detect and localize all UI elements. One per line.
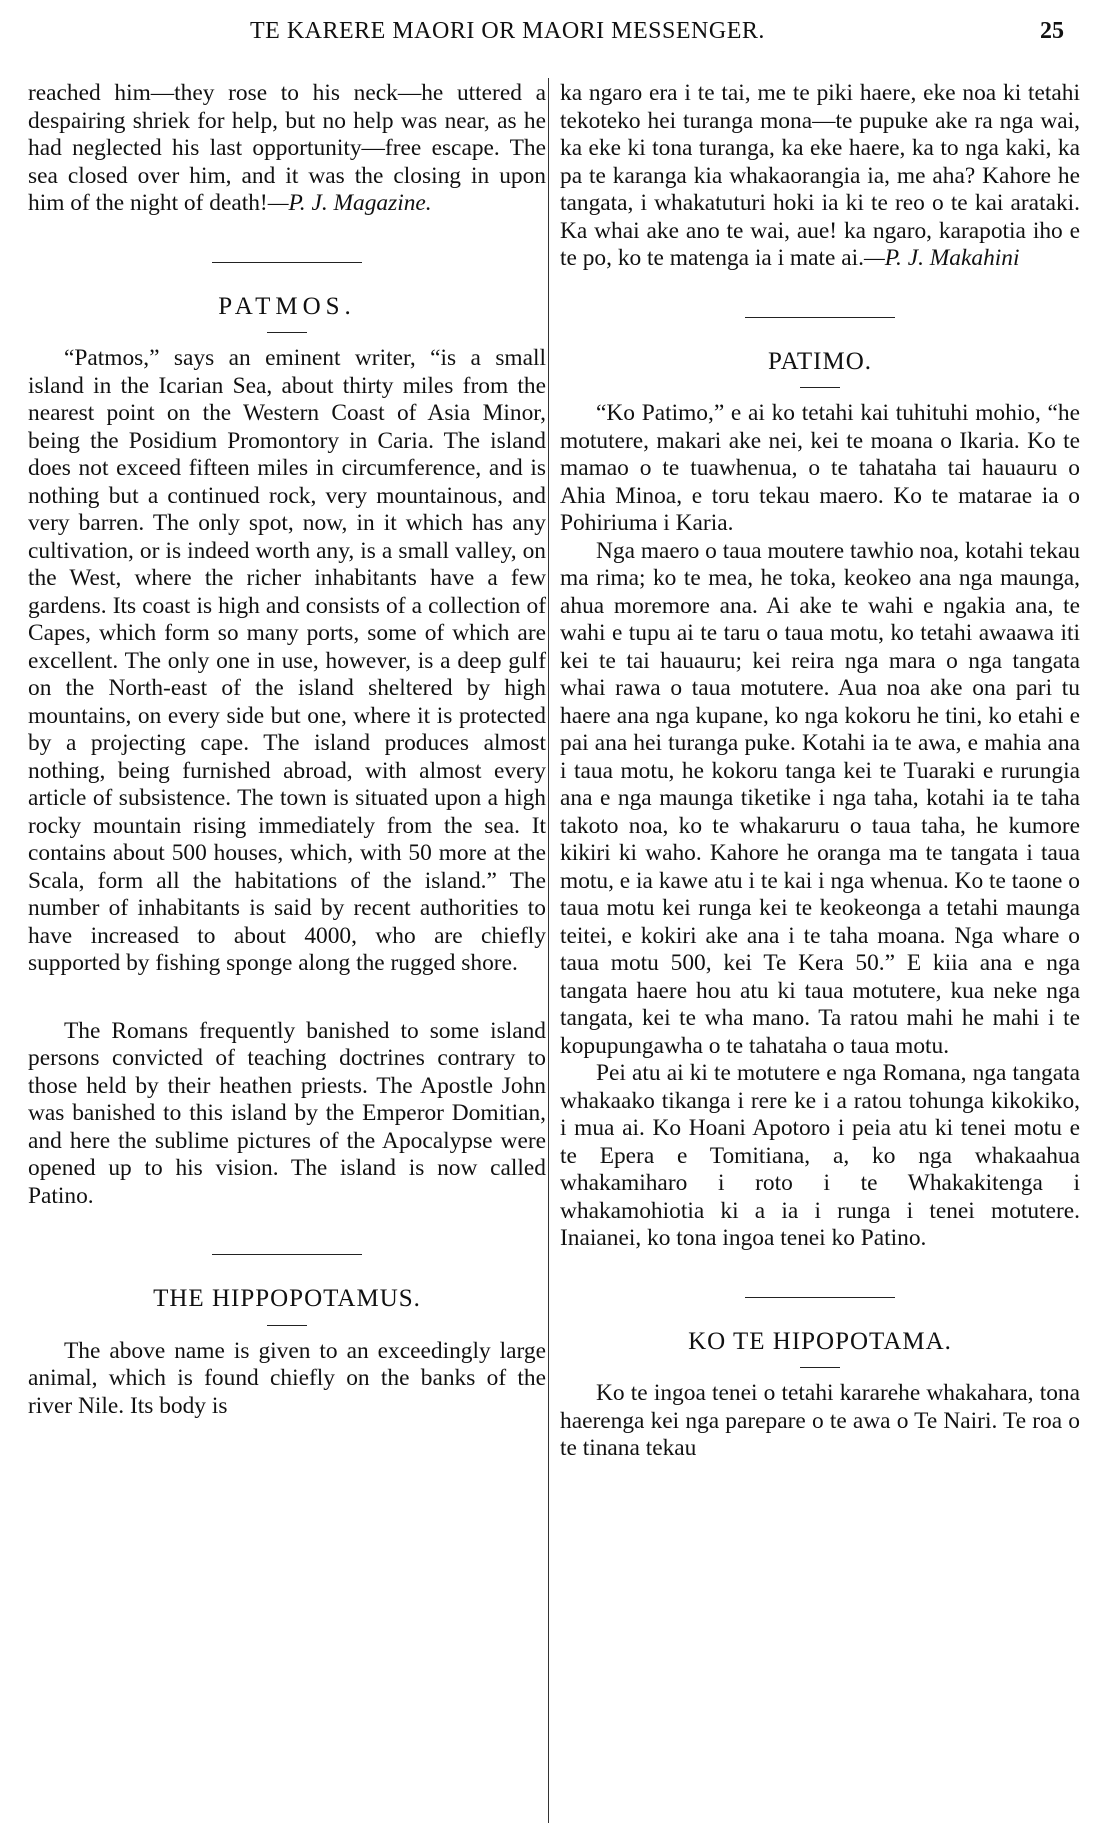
intro-text: ka ngaro era i te tai, me te piki haere, eke noa ki tetahi tekoteko hei turanga mona—te pupuke ake ra nga wai, ka eke ki tona turanga, ka eke haere, ka to nga kaki, ka pa te karanga kia whakaorangia ia, me aha? Kahore he tangata, i whakatuturi hoki ia ki te reo o te kai arataki. Ka whai ake ano te wai, aue! ka ngaro, karapotia iho e te po, ko te matenga ia i mate ai. — [560, 80, 1080, 271]
patmos-paragraph-1: “Patmos,” says an eminent writer, “is a small island in the Icarian Sea, about thirty miles from the nearest point on the Western Coast of Asia Minor, being the Posidium Promontory in Caria. The island does not exceed fifteen miles in circumference, and is nothing but a continued rock, very mountainous, and very barren. The only spot, now, in it which has any cultivation, or is indeed worth any, is a small valley, on the West, where the richer inhabitants have a few gardens. Its coast is high and consists of a collection of Capes, which form so many ports, some of which are excellent. The only one in use, however, is a deep gulf on the North-east of the island sheltered by high mountains, on every side but one, where it is protected by a projecting cape. The island produces almost nothing, being furnished abroad, with almost every article of subsistence. The town is situated upon a high rocky mountain rising immediately from the sea. It contains about 500 houses, which, with 50 more at the Scala, form all the habitations of the island.” The number of inhabitants is said by recent authorities to have increased to about 4000, who are chiefly supported by fishing sponge along the rugged shore. — [28, 345, 546, 976]
intro-source: —P. J. Makahini — [863, 245, 1020, 271]
heading-rule — [800, 1367, 840, 1368]
intro-text: reached him—they rose to his neck—he uttered a despairing shriek for help, but no help was near, as he had neglected his last opportunity—free escape. The sea closed over him, and it was the closing in upon him of the night of death! — [28, 80, 546, 216]
heading-rule — [267, 332, 307, 333]
hippopotamus-paragraph: The above name is given to an exceedingly large animal, which is found chiefly on the banks of the river Nile. Its body is — [28, 1337, 546, 1419]
heading-rule — [800, 387, 840, 388]
patimo-paragraph-3: Pei atu ai ki te motutere e nga Romana, nga tangata whakaako tikanga i rere ke i a ratou tohunga kikokiko, i mua ai. Ko Hoani Apotoro i peia atu ki tenei motu e te Epera e Tomitiana, a, ko nga whakaahua whakamiharo i roto i te Whakakitenga i whakamohiotia ki a ia i runga i tenei motutere. Inaianei, ko tona ingoa tenei ko Patino. — [560, 1060, 1080, 1251]
hipopotama-heading: KO TE HIPOPOTAMA. — [688, 1327, 952, 1355]
intro-paragraph — [28, 80, 546, 218]
patimo-paragraph-2: Nga maero o taua moutere tawhio noa, kotahi tekau ma rima; ko te mea, he toka, keokeo ana nga maunga, ahua moremore ana. Ai ake te wahi e ngakia ana, te wahi e tupu ai te taru o taua motu, ko tetahi awaawa iti kei te tai hauauru; kei reira nga mara o nga tangata whai rawa o taua motutere. Aua noa ake ona pari tu haere ana nga kupane, ko nga kokoru he tini, ko etahi e pai ana hei turanga puke. Kotahi ia te awa, e mahia ana i taua motu, he kokoru tanga kei te Tuaraki e rurungia ana e nga maunga tiketike i nga taha, kotahi ia te taha takoto noa, ko te whakaruru o taua taha, he kumore kikiri ki waho. Kahore he oranga ma te tangata i taua motu, e ia kawe atu i te kai i nga whenua. Ko te taone o taua motu kei runga kei te keokeonga a tetahi maunga teitei, e kokiri ake ana i te taha moana. Nga whare o taua motu 500, kei Te Kera 50.” E kiia ana e nga tangata haere hou atu ki taua motutere, kua neke nga tangata, kei te wha mano. Ta ratou mahi he mahi i te kopupungawha o te tahataha o taua motu. — [560, 537, 1080, 1059]
page-header — [0, 18, 1114, 52]
patimo-heading: PATIMO. — [767, 347, 873, 375]
patmos-heading: PATMOS. — [218, 292, 356, 320]
hippopotamus-heading: THE HIPPOPOTAMUS. — [153, 1285, 421, 1312]
section-separator — [212, 262, 362, 263]
section-separator — [745, 1297, 895, 1298]
column-divider — [548, 78, 549, 1823]
intro-paragraph — [560, 80, 1080, 273]
hipopotama-paragraph: Ko te ingoa tenei o tetahi kararehe whakahara, tona haerenga kei nga parepare o te awa o Te Nairi. Te roa o te tinana tekau — [560, 1380, 1080, 1461]
section-separator — [745, 317, 895, 318]
patimo-paragraph-1: “Ko Patimo,” e ai ko tetahi kai tuhituhi mohio, “he motutere, makari ake nei, kei te moana o Ikaria. Ko te mamao o te tuawhenua, o te tahataha tai hauauru o Ahia Minoa, e toru tekau maero. Ko te matarae ia o Pohiriuma i Karia. — [560, 400, 1080, 536]
english-column — [28, 80, 546, 1420]
paragraph-gap — [28, 978, 546, 1018]
heading-rule — [267, 1325, 307, 1326]
newspaper-title: TE KARERE MAORI OR MAORI MESSENGER. — [250, 18, 765, 44]
intro-source: —P. J. Magazine. — [267, 190, 432, 216]
maori-column — [560, 80, 1080, 1463]
section-separator — [212, 1254, 362, 1255]
patmos-paragraph-2: The Romans frequently banished to some island persons convicted of teaching doctrines contrary to those held by their heathen priests. The Apostle John was banished to this island by the Emperor Domitian, and here the sublime pictures of the Apocalypse were opened up to his vision. The island is now called Patino. — [28, 1017, 546, 1209]
page-number: 25 — [1040, 18, 1064, 44]
